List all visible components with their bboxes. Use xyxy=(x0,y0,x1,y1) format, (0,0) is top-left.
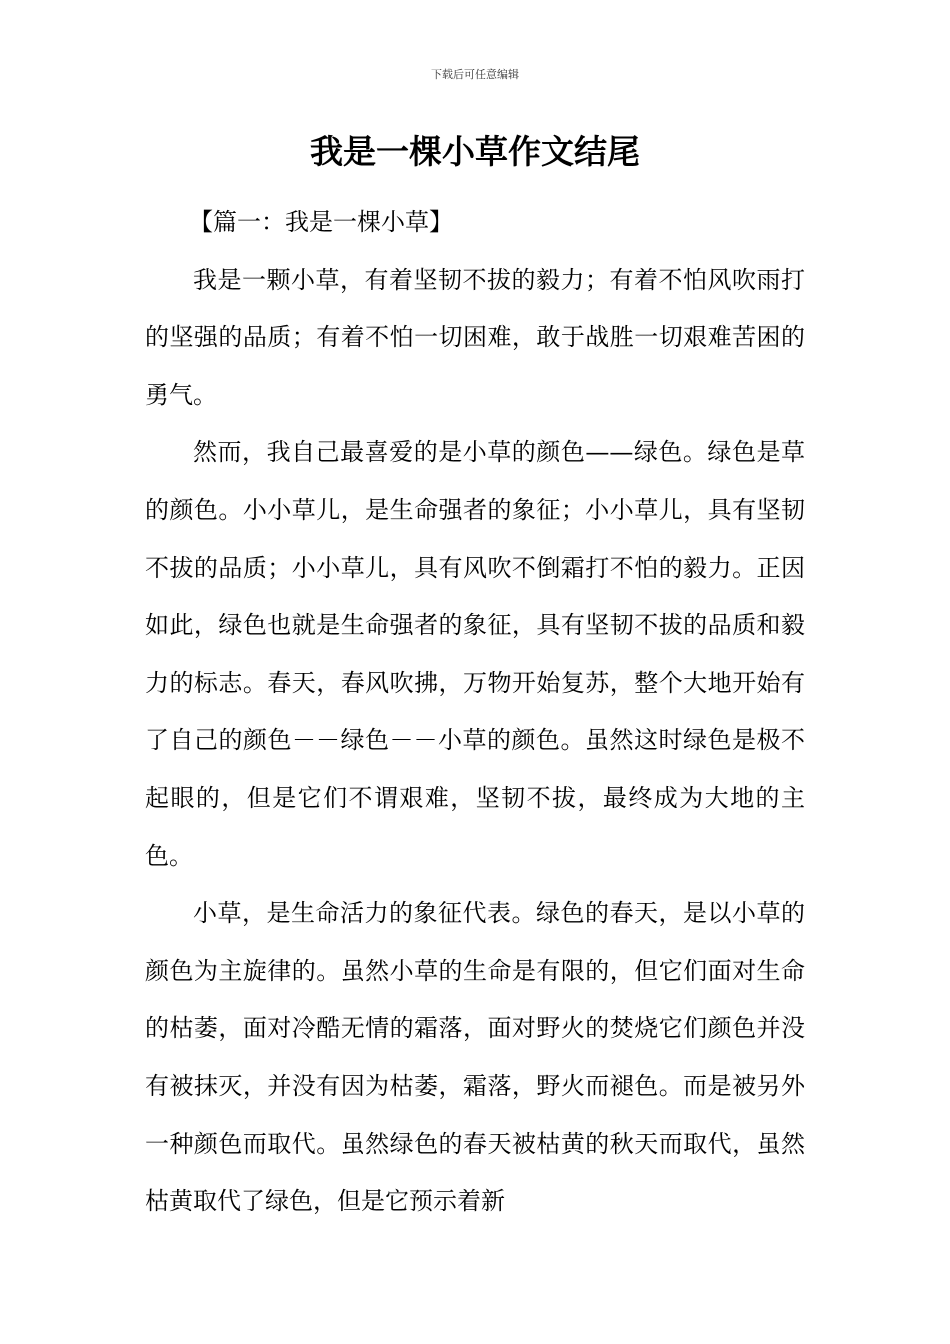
section-heading: 【篇一：我是一棵小草】 xyxy=(189,208,453,236)
paragraph-3: 小草，是生命活力的象征代表。绿色的春天，是以小草的颜色为主旋律的。虽然小草的生命是有限的，但它们面对生命的枯萎，面对冷酷无情的霜落，面对野火的焚烧它们颜色并没有被抹灭，并没有因为枯萎，霜落，野火而褪色。而是被另外一种颜色而取代。虽然绿色的春天被枯黄的秋天而取代，虽然枯黄取代了绿色，但是它预示着新 xyxy=(145,899,805,1216)
document-body xyxy=(145,194,805,1231)
header-note: 下载后可任意编辑 xyxy=(431,68,519,81)
document-title: 我是一棵小草作文结尾 xyxy=(310,132,640,171)
paragraph-2: 然而，我自己最喜爱的是小草的颜色——绿色。绿色是草的颜色。小小草儿，是生命强者的象征；小小草儿，具有坚韧不拔的品质；小小草儿，具有风吹不倒霜打不怕的毅力。正因如此，绿色也就是生命强者的象征，具有坚韧不拔的品质和毅力的标志。春天，春风吹拂，万物开始复苏，整个大地开始有了自己的颜色－－绿色－－小草的颜色。虽然这时绿色是极不起眼的，但是它们不谓艰难，坚韧不拔，最终成为大地的主色。 xyxy=(145,438,805,870)
paragraph-1: 我是一颗小草，有着坚韧不拔的毅力；有着不怕风吹雨打的坚强的品质；有着不怕一切困难，敢于战胜一切艰难苦困的勇气。 xyxy=(145,265,805,409)
